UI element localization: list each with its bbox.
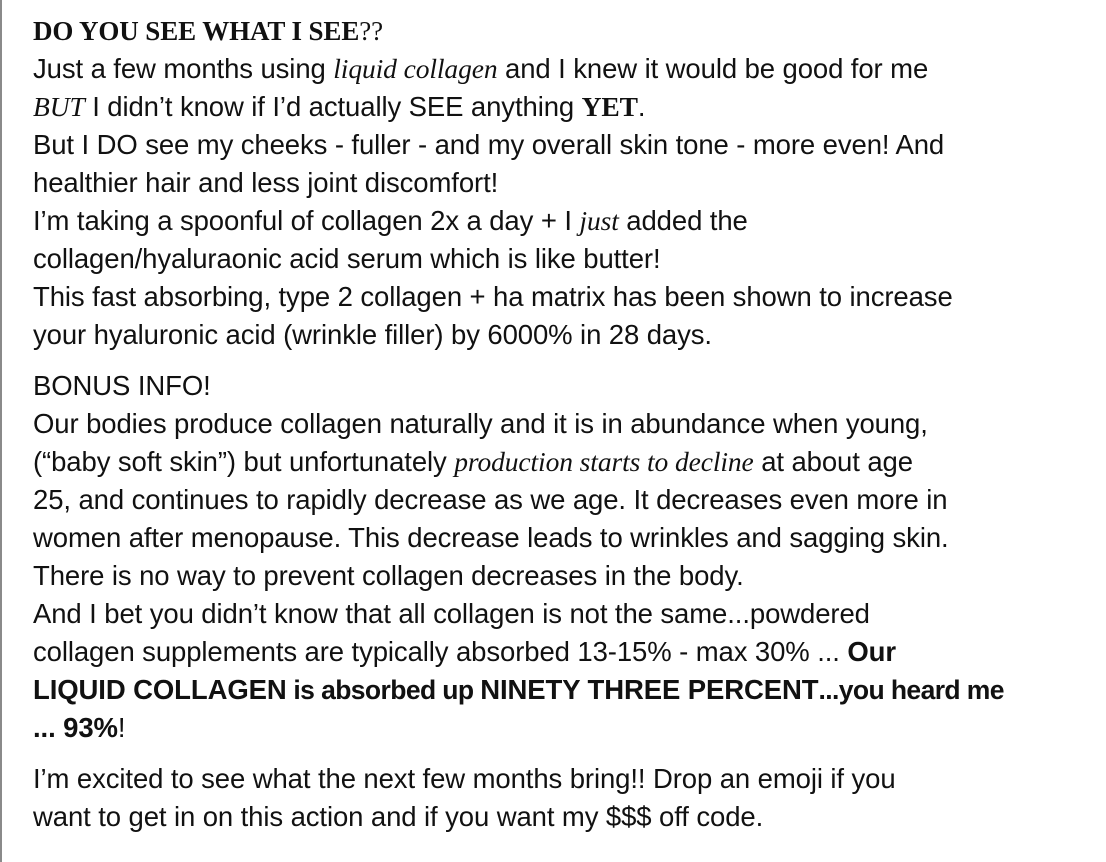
text-run: and I knew it would be good for me (497, 53, 929, 84)
text-line: collagen/hyaluraonic acid serum which is like butter! (33, 243, 661, 274)
text-run: added the (618, 205, 748, 236)
emphasis-liquid-collagen-caps: LIQUID COLLAGEN (33, 674, 287, 705)
post-heading-punctuation: ?? (359, 16, 384, 46)
text-line: women after menopause. This decrease leads to wrinkles and sagging skin. (33, 522, 949, 553)
text-line (33, 88, 1093, 126)
text-line: healthier hair and less joint discomfort! (33, 167, 499, 198)
emphasis-ninety-three: NINETY THREE PERCENT (480, 674, 819, 705)
text-line (33, 202, 1093, 240)
text-line (33, 443, 1093, 481)
emphasis-heard-me: ...you heard me (818, 675, 1004, 705)
text-line: your hyaluronic acid (wrinkle filler) by 6000% in 28 days. (33, 319, 712, 350)
text-line: This fast absorbing, type 2 collagen + ha matrix has been shown to increase (33, 281, 953, 312)
text-line: I’m excited to see what the next few months bring!! Drop an emoji if you (33, 763, 896, 794)
text-run: at about age (753, 446, 913, 477)
text-line (33, 633, 1093, 671)
emphasis-just: just (579, 205, 619, 236)
emphasis-decline: production starts to decline (454, 446, 754, 477)
emphasis-liquid-collagen: liquid collagen (333, 53, 498, 84)
text-run: ! (117, 712, 126, 743)
text-line (33, 50, 1093, 88)
post-body (33, 12, 1093, 836)
text-line (33, 671, 1093, 709)
emphasis-absorbed: is absorbed up (286, 675, 481, 705)
paragraph-bonus-info (33, 367, 1093, 747)
heading-line (33, 12, 1093, 50)
text-line: Our bodies produce collagen naturally and it is in abundance when young, (33, 408, 928, 439)
text-line: And I bet you didn’t know that all collagen is not the same...powdered (33, 598, 870, 629)
text-line: want to get in on this action and if you want my $$$ off code. (33, 801, 764, 832)
text-line: 25, and continues to rapidly decrease as we age. It decreases even more in (33, 484, 948, 515)
text-run: I didn’t know if I’d actually SEE anything (84, 91, 582, 122)
text-run: I’m taking a spoonful of collagen 2x a day + I (33, 205, 580, 236)
text-line: But I DO see my cheeks - fuller - and my overall skin tone - more even! And (33, 129, 945, 160)
text-run: (“baby soft skin”) but unfortunately (33, 446, 455, 477)
paragraph-intro (33, 12, 1093, 354)
text-line: There is no way to prevent collagen decreases in the body. (33, 560, 744, 591)
post-heading: DO YOU SEE WHAT I SEE (33, 16, 360, 46)
bonus-info-label: BONUS INFO! (33, 370, 211, 401)
paragraph-closing (33, 760, 1093, 836)
emphasis-93-percent: ... 93% (33, 712, 118, 743)
text-line (33, 709, 1093, 747)
emphasis-but: BUT (33, 91, 85, 122)
text-run: collagen supplements are typically absorbed 13-15% - max 30% ... (33, 636, 848, 667)
text-run: . (637, 91, 646, 122)
text-run: Just a few months using (33, 53, 334, 84)
emphasis-our: Our (847, 636, 896, 667)
emphasis-yet: YET (581, 91, 638, 122)
